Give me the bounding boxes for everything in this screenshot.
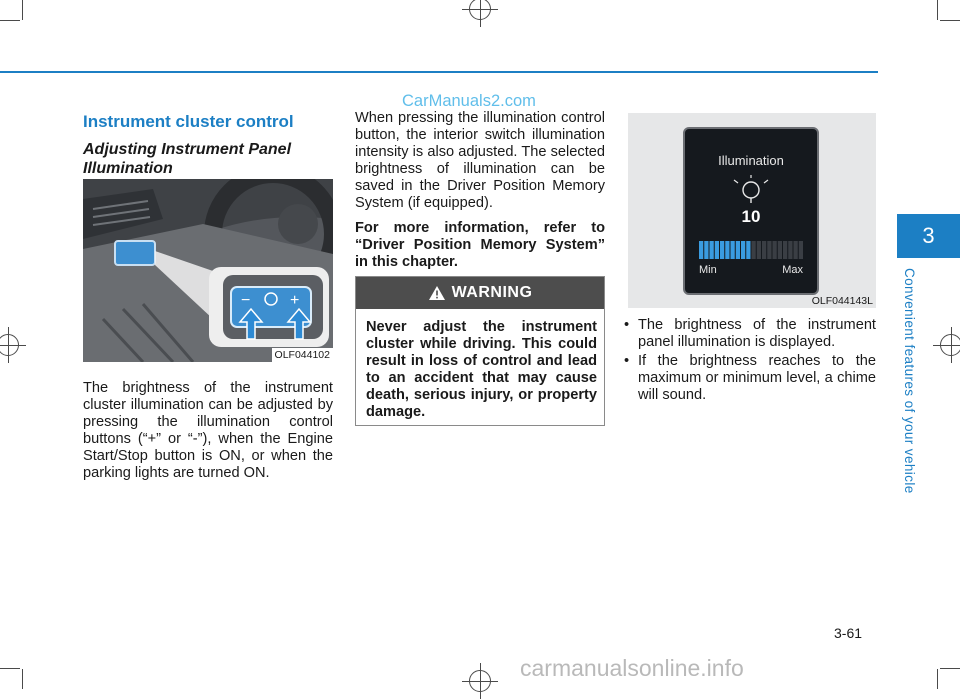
level-segment — [773, 241, 777, 259]
illumination-bulb-icon — [685, 175, 817, 205]
level-segment — [715, 241, 719, 259]
level-segment — [788, 241, 792, 259]
reference-note: For more information, refer to “Driver Position Memory System” in this chapter. — [355, 220, 605, 270]
left-column — [83, 112, 333, 178]
crop-mark — [22, 0, 23, 20]
subsection-title: Adjusting Instrument Panel Illumination — [83, 141, 292, 177]
level-segment — [725, 241, 729, 259]
level-segment — [778, 241, 782, 259]
body-paragraph: The brightness of the instrument cluster illumination can be adjusted by pressing the illumination control buttons (“+” or “-”), when the Engine Start/Stop button is ON, or when the parking lights are turned ON. — [83, 380, 333, 481]
warning-triangle-icon — [428, 285, 446, 301]
right-bullets — [622, 317, 876, 406]
bullet-list — [622, 317, 876, 404]
level-segment — [783, 241, 787, 259]
level-segment — [752, 241, 756, 259]
registration-mark — [469, 0, 491, 20]
level-segment — [731, 241, 735, 259]
illumination-display — [683, 127, 819, 295]
level-segment — [736, 241, 740, 259]
level-segment — [757, 241, 761, 259]
crop-mark — [940, 20, 960, 21]
display-min-label: Min — [699, 264, 717, 276]
level-segment — [710, 241, 714, 259]
crop-mark — [937, 0, 938, 20]
display-max-label: Max — [782, 264, 803, 276]
warning-label: WARNING — [451, 284, 533, 301]
section-title: Instrument cluster control — [83, 112, 294, 131]
middle-column — [355, 110, 605, 271]
body-paragraph: When pressing the illumination control button, the interior switch illumination intensity is also adjusted. The selected brightness of illumination can be saved in the Driver Position Memory System (if equipped). — [355, 110, 605, 211]
figure-code: OLF044143L — [811, 295, 873, 307]
crop-mark — [940, 668, 960, 669]
chapter-number: 3 — [922, 223, 935, 248]
level-segment — [699, 241, 703, 259]
page-number: 3-61 — [834, 625, 863, 641]
level-segment — [741, 241, 745, 259]
left-paragraph-block — [83, 380, 333, 482]
figure-code: OLF044102 — [272, 348, 333, 362]
registration-mark — [940, 334, 960, 356]
svg-text:−: − — [241, 292, 251, 309]
warning-box — [355, 276, 605, 426]
brightness-level-bar — [699, 241, 803, 259]
dimmer-buttons-photo — [83, 179, 333, 362]
level-segment — [799, 241, 803, 259]
cluster-display-figure — [628, 113, 876, 308]
crop-mark — [937, 669, 938, 689]
watermark-top[interactable]: CarManuals2.com — [402, 92, 536, 110]
svg-text:+: + — [290, 292, 300, 309]
display-value: 10 — [741, 207, 761, 226]
display-title: Illumination — [718, 153, 784, 168]
crop-mark — [22, 669, 23, 689]
header-rule — [0, 71, 878, 73]
bullet-item: • If the brightness reaches to the maximum or minimum level, a chime will sound. — [622, 353, 876, 404]
bullet-item: • The brightness of the instrument panel illumination is displayed. — [622, 317, 876, 351]
dashboard-illustration — [83, 179, 333, 362]
warning-text: Never adjust the instrument cluster while driving. This could result in loss of control and lead to an accident that may cause death, serious injury, or property damage. — [366, 319, 597, 420]
warning-header — [356, 277, 604, 309]
level-segment — [767, 241, 771, 259]
level-segment — [794, 241, 798, 259]
level-segment — [746, 241, 750, 259]
crop-mark — [0, 20, 20, 21]
crop-mark — [0, 668, 20, 669]
chapter-tab[interactable] — [897, 214, 960, 258]
level-segment — [762, 241, 766, 259]
level-segment — [704, 241, 708, 259]
chapter-title: Convenient features of your vehicle — [902, 268, 917, 494]
level-segment — [720, 241, 724, 259]
watermark-bottom[interactable]: carmanualsonline.info — [520, 655, 744, 681]
registration-mark — [0, 334, 19, 356]
